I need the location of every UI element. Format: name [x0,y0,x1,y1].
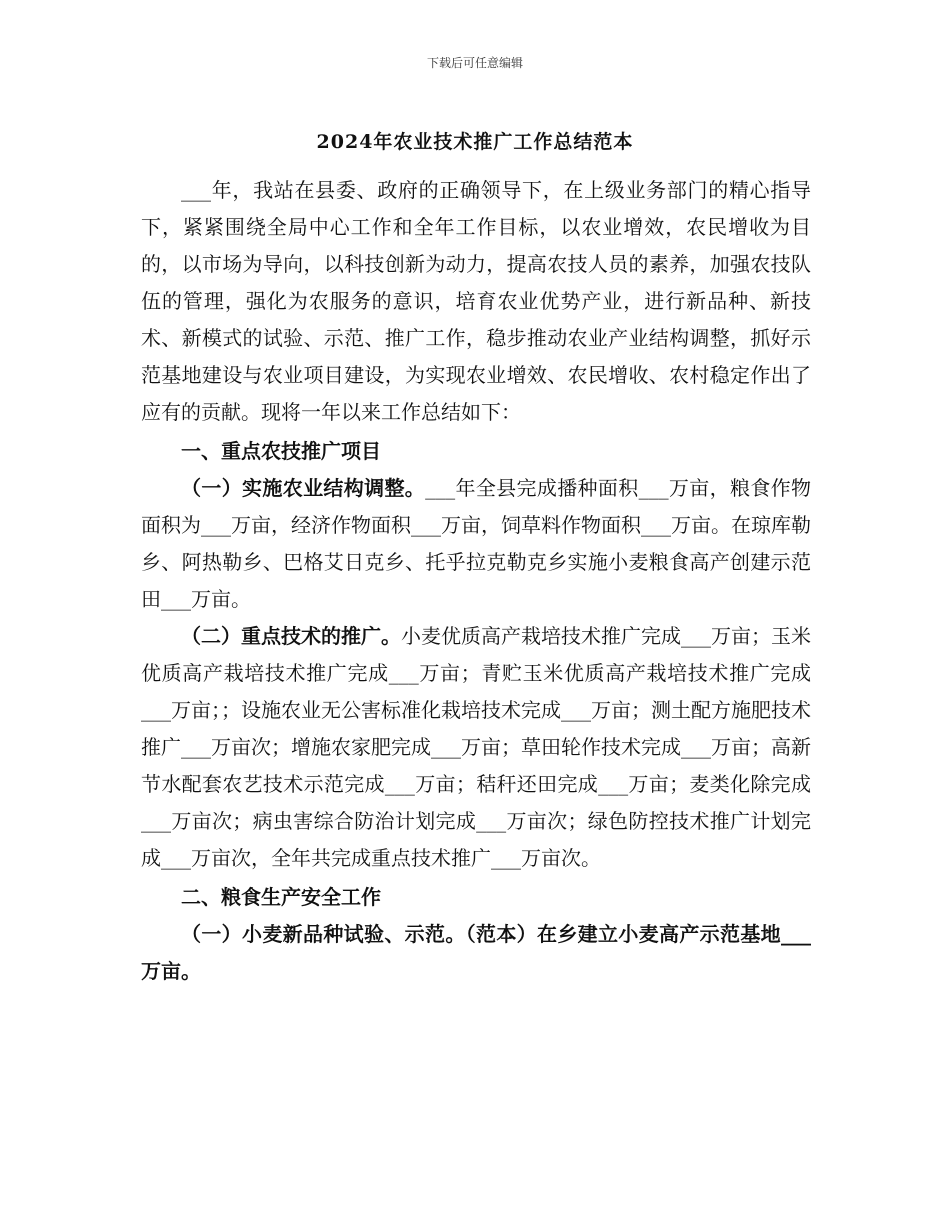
header-note: 下载后可任意编辑 [426,56,523,70]
section-1-item-2 [141,618,811,877]
section-2-item-1: （一）小麦新品种试验、示范。（范本）在乡建立小麦高产示范基地___万亩。 [141,922,811,983]
document-body [141,172,811,990]
section-1-item-1-lead: （一）实施农业结构调整。 [181,476,426,500]
document-title: 2024年农业技术推广工作总结范本 [316,131,634,153]
intro-paragraph: ___年，我站在县委、政府的正确领导下，在上级业务部门的精心指导下，紧紧围绕全局中心工作和全年工作目标，以农业增效，农民增收为目的，以市场为导向，以科技创新为动力，提高农技人员的素养，加强农技队伍的管理，强化为农服务的意识，培育农业优势产业，进行新品种、新技术、新模式的试验、示范、推广工作，稳步推动农业产业结构调整，抓好示范基地建设与农业项目建设，为实现农业增效、农民增收、农村稳定作出了应有的贡献。现将一年以来工作总结如下： [141,178,811,424]
section-1-item-2-text: 小麦优质高产栽培技术推广完成___万亩；玉米优质高产栽培技术推广完成___万亩；青贮玉米优质高产栽培技术推广完成___万亩；；设施农业无公害标准化栽培技术完成___万亩；测土配方施肥技术推广___万亩次；增施农家肥完成___万亩；草田轮作技术完成___万亩；高新节水配套农艺技术示范完成___万亩；秸秆还田完成___万亩；麦类化除完成___万亩次；病虫害综合防治计划完成___万亩次；绿色防控技术推广计划完成___万亩次，全年共完成重点技术推广___万亩次。 [141,624,811,870]
section-1-item-1 [141,470,811,618]
section-2-heading: 二、粮食生产安全工作 [181,885,381,909]
section-1-heading: 一、重点农技推广项目 [181,439,381,463]
section-1-item-2-lead: （二）重点技术的推广。 [181,624,401,648]
section-1-item-1-text: ___年全县完成播种面积___万亩，粮食作物面积为___万亩，经济作物面积___万亩，饲草料作物面积___万亩。在琼库勒乡、阿热勒乡、巴格艾日克乡、托乎拉克勒克乡实施小麦粮食高产创建示范田___万亩。 [141,476,812,611]
